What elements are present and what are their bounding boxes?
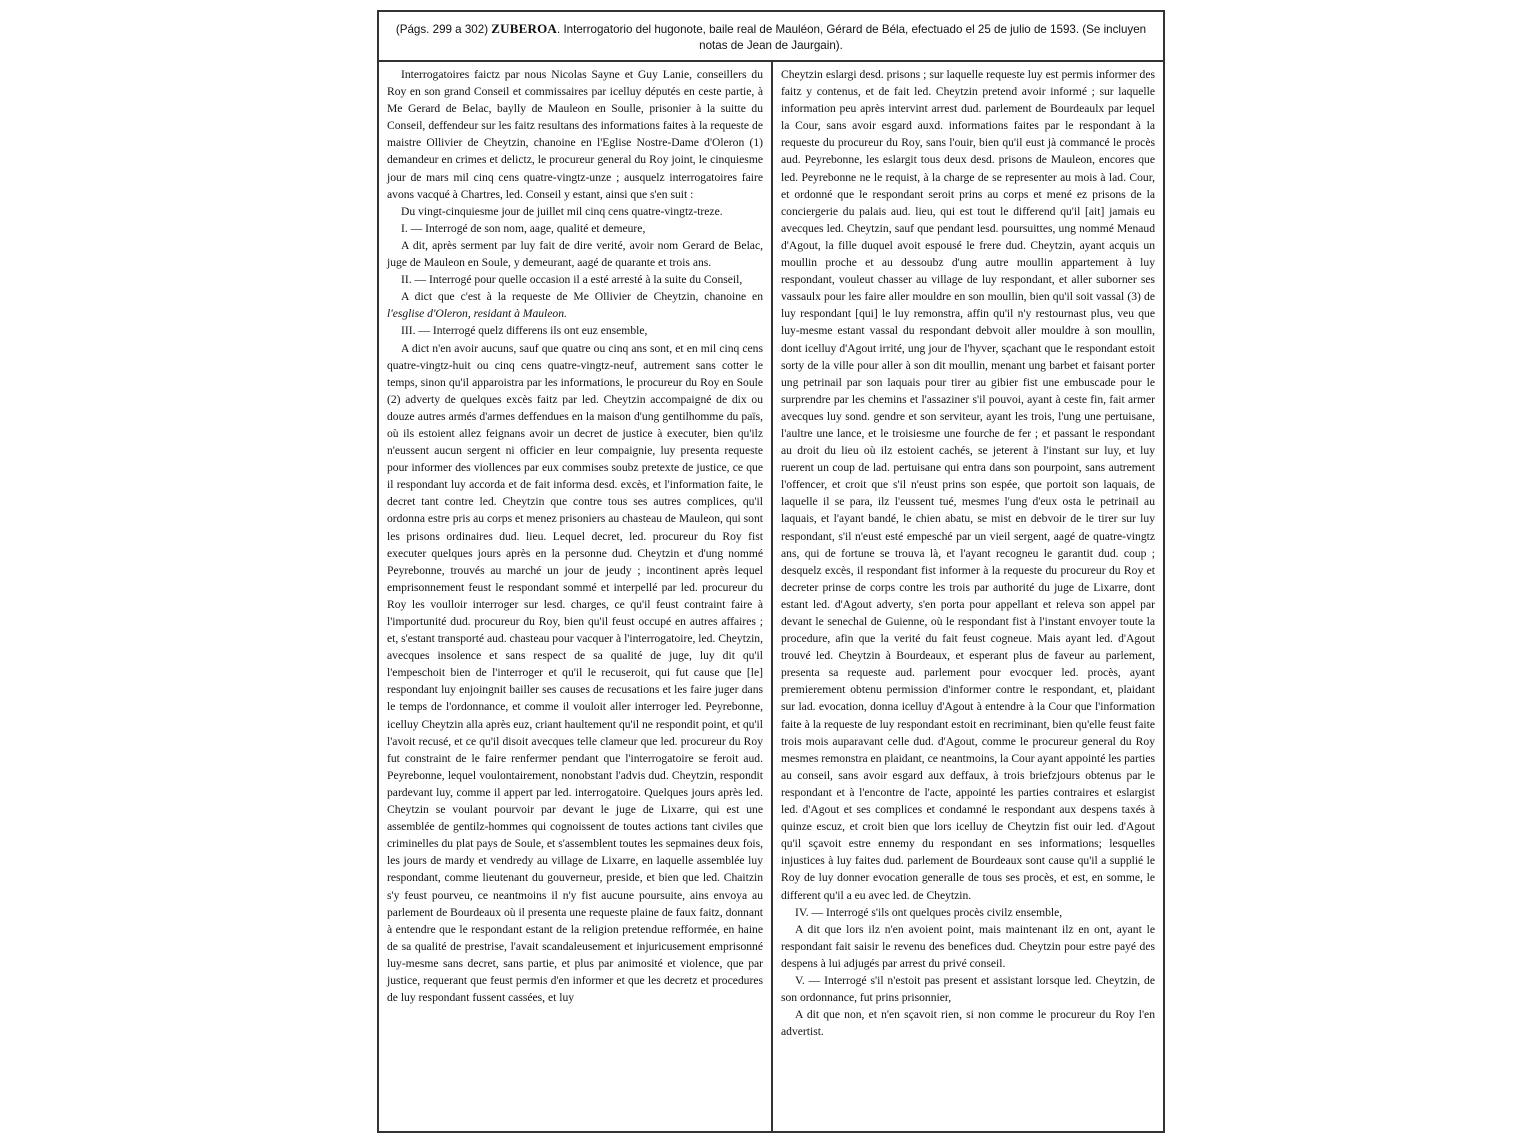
paragraph: A dict n'en avoir aucuns, sauf que quatre ou cinq ans sont, et en mil cinq cens quatre-vingtz-huit ou cinq cens quatre-vingtz-neuf, autrement sans cotter le temps, sinon qu'il apparoistra par les informations, le procureur du Roy en Soule (2) adverty de quelques excès faitz par led. Cheytzin accompaigné de dix ou douze autres armés d'armes deffendues en la maison d'ung gentilhomme du païs, où ils estoient allez feignans avoir un decret de justice à executer, bien qu'ilz n'eussent aucun sergent ni officier en leur compaignie, luy presenta requeste pour informer des viollences par eux commises soubz pretexte de justice, ce que il respondant luy accorda et de fait informa desd. excès, et l'information faite, le decret tant contre led. Cheytzin que contre tous ses autres complices, qu'il ordonna estre pris au corps et menez prisoniers au chasteau de Mauleon, qui sont les prisons ordinaires dud. lieu. Lequel decret, led. procureur du Roy fist executer quelques jours après en la personne dud. Cheytzin et d'ung nommé Peyrebonne, trouvés au marché un jour de jeudy ; incontinent après lequel emprisonnement feust le respondant sommé et interpellé par led. procureur du Roy les voulloir interroger sur lesd. charges, ce qu'il feust contraint faire à l'importunité dud. procureur du Roy, bien qu'il feust occupé en autres affaires ; et, s'estant transporté aud. chasteau pour vacquer à l'interrogatoire, led. Cheytzin, avecques insolence et sans respect de sa qualité de juge, luy dit qu'il l'empeschoit bien de l'interroger et qu'il le recuseroit, qui fut cause que [le] respondant luy enjoingnit bailler ses causes de recusations et les faire juger dans le temps de l'ordonnance, et comme il vouloit aller interroger led. Peyrebonne, icelluy Cheytzin alla après euz, criant haultement qu'il ne respondit point, et qu'il l'avoit recusé, et ce qu'il disoit avecques telle clameur que led. procureur du Roy fut constraint de le faire renfermer pendant que l'interrogatoire se feroit aud. Peyrebonne, lequel voulontairement, nonobstant l'advis dud. Cheytzin, respondit pardevant luy, comme il appert par led. interrogatoire. Quelques jours après led. Cheytzin se voulant pourvoir par devant le juge de Lixarre, qui est une assemblée de gentilz-hommes qui cognoissent de toutes actions tant civiles que criminelles du plat pays de Soule, et s'assemblent toutes les sepmaines deux fois, les jours de mardy et vendredy au village de Lixarre, en laquelle assemblée luy respondant, comme lieutenant du gouverneur, preside, et bien que led. Chaitzin s'y feust pourveu, ce neantmoins il n'y fist aucune poursuite, ains envoya au parlement de Bourdeaux où il presenta une requeste plaine de faux faitz, donnant à entendre que le respondant estant de la religion pretendue refformée, en haine de sa qualité de prestrise, l'avait scandaleusement et injuricusement emprisonné luy-mesme sans decret, sans partie, et plus par animosité et violence, que par justice, requerant que feust permis d'en informer et que les decretz et procedures de luy respondant fussent cassées, et luy — [387, 341, 764, 1005]
question-heading: I. — Interrogé de son nom, aage, qualité et demeure, — [401, 221, 646, 235]
header-description: . Interrogatorio del hugonote, baile real de Mauléon, Gérard de Béla, efectuado el 25 de julio de 1593. (Se incluyen notas de Jean de Jaurgain). — [557, 23, 1147, 52]
question-heading: III. — Interrogé quelz differens ils ont euz ensemble, — [401, 324, 648, 338]
page-range: (Págs. 299 a 302) — [395, 23, 489, 36]
paragraph-text: A dict que c'est à la requeste de Me Ollivier de Cheytzin, chanoine en — [401, 290, 763, 304]
paragraph: Du vingt-cinquiesme jour de juillet mil cinq cens quatre-vingtz-treze. — [401, 204, 723, 218]
question-heading: II. — Interrogé pour quelle occasion il a esté arresté à la suite du Conseil, — [401, 273, 743, 287]
question-heading: IV. — Interrogé s'ils ont quelques procès civilz ensemble, — [795, 905, 1063, 919]
question-heading: V. — Interrogé s'il n'estoit pas present et assistant lorsque led. Cheytzin, de son ordonnance, fut prins prisonnier, — [781, 973, 1155, 1005]
paragraph: Cheytzin eslargi desd. prisons ; sur laquelle requeste luy est permis informer des faitz y contenus, et de fait led. Cheytzin pretend avoir informé ; sur laquelle information peu après intervint arrest dud. parlement de Bourdeaulx par lequel la Cour, sans avoir esgard auxd. informations faites par le respondant à la requeste du procureur du Roy, sans l'ouir, bien qu'il eust jà commancé le procès aud. Peyrebonne, les eslargit tous deux desd. prisons de Mauleon, encores que led. Peyrebonne ne le requist, à la charge de se representer au mois à lad. Cour, et ordonné que le respondant seroit prins au corps et mené ez prisons de la conciergerie du palais aud. lieu, qui est tout le differend qu'il [ait] jamais eu avecques led. Cheytzin, sauf que pendant lesd. poursuittes, ung nommé Menaud d'Agout, la fille duquel avoit espousé le frere dud. Cheytzin, ayant acquis un moullin proche et au dessoubz d'ung autre moullin appartement à luy respondant, vouleut chasser au village de luy respondant, et aller suborner ses vassaulx pour les faire aller mouldre en son moullin, bien qu'il soit vassal (3) de luy respondant [qui] le luy remonstra, affin qu'il n'y restournast plus, veu que luy-mesme estant vassal du respondant debvoit aller mouldre à son moullin, dont icelluy d'Agout irrité, ung jour de l'hyver, sçachant que le respondant estoit sorty de la ville pour aller à son dit moullin, menant ung barbet et faisant porter ung petrinail par son laquais pour tirer au gibier fist une embuscade pour le surprendre par les chemins et l'assaziner s'il pouvoi, ayant à ceste fin, fait armer avecques luy sond. gendre et son serviteur, ayant les trois, l'ung une pertuisane, l'aultre une lance, et le troisiesme une fourche de fer ; et passant le respondant au droit du lieu où ilz estoient cachés, se jeterent à l'instant sur luy, et luy ruerent un coup de lad. pertuisane qui entra dans son pourpoint, sans autrement l'offencer, et croit que s'il n'eust prins son espée, que portoit son laquais, de laquelle il se para, ilz l'eussent tué, mesmes l'ung d'eux osta le petrinail au laquais, et l'ayant bandé, le chien abatu, se mist en debvoir de le tirer sur luy respondant, s'il n'eust esté empesché par un vieil sergent, aagé de quatre-vingtz ans, qui de fortune se trouva là, et l'ayant recogneu le garantit dud. coup ; desquelz excès, il respondant fist informer à la requeste du procureur du Roy et decreter prinse de corps contre les trois par authorité du juge de Lixarre, dont estant led. d'Agout adverty, s'en porta pour appellant et releva son appel par devant le senechal de Guienne, où le respondant fist à l'instant envoyer toute la procedure, afin que la verité du fait feust cogneue. Mais ayant led. d'Agout trouvé led. Cheytzin à Bourdeaux, et esperant plus de faveur au parlement, presenta sa requeste aud. parlement pour evocquer led. procès, ayant premierement obtenu permission d'informer contre le respondant, et, plaidant sur lad. evocation, donna icelluy d'Agout à entendre à la Cour que l'information faite à la requeste de luy respondant estoit en recriminant, bien qu'elle feust faite trois mois auparavant celle dud. d'Agout, comme le procureur general du Roy mesmes remonstra en plaidant, ce neantmoins, la Cour ayant appointé les parties au conseil, sans avoir esgard aux deffaux, à trois briefzjours obtenus par le respondant et à l'encontre de l'acte, appointé les parties contraires et eslargist led. d'Agout et ses complices et condamné le respondant aux despens taxés à quinze escuz, et croit bien que lors icelluy de Cheytzin fist ouir led. d'Agout qu'il sçavoit estre ennemy du respondant en ses informations; lesquelles injustices à luy faites dud. parlement de Bourdeaux sont cause qu'il a supplié le Roy de luy donner evocation generalle de tous ses procès, et est, en somme, le different qu'il a eu avec led. de Cheytzin. — [781, 68, 1155, 902]
region-title: ZUBEROA — [491, 21, 557, 36]
paragraph: A dit, après serment par luy fait de dire verité, avoir nom Gerard de Belac, juge de Mauleon en Soule, y demeurant, aagé de quarante et trois ans. — [387, 238, 763, 270]
paragraph-italic-text: l'esglise d'Oleron, residant à Mauleon. — [387, 307, 567, 321]
document-header — [379, 12, 1163, 62]
right-column — [773, 62, 1163, 1131]
left-column — [379, 62, 773, 1131]
paragraph: Interrogatoires faictz par nous Nicolas Sayne et Guy Lanie, conseillers du Roy en son grand Conseil et commissaires par icelluy députés en ceste partie, à Me Gerard de Belac, baylly de Mauleon en Soulle, prisonier à la suitte du Conseil, deffendeur sur les faitz resultans des informations faites à la requeste de maistre Ollivier de Cheytzin, chanoine en l'Eglise Nostre-Dame d'Oleron (1) demandeur en crimes et delictz, le procureur general du Roy joint, le cinquiesme jour de mars mil cinq cens quatre-vingtz-unze ; ausquelz interrogatoires faire avons vacqué à Chartres, led. Conseil y estant, ainsi que s'en suit : — [387, 68, 763, 201]
document-frame — [377, 10, 1165, 1133]
paragraph — [387, 288, 763, 322]
paragraph: A dit que non, et n'en sçavoit rien, si non comme le procureur du Roy l'en advertist. — [781, 1008, 1155, 1039]
paragraph: A dit que lors ilz n'en avoient point, mais maintenant ilz en ont, ayant le respondant fait saisir le revenu des benefices dud. Cheytzin pour estre payé des despens à lui adjugés par arrest du privé conseil. — [781, 922, 1155, 970]
